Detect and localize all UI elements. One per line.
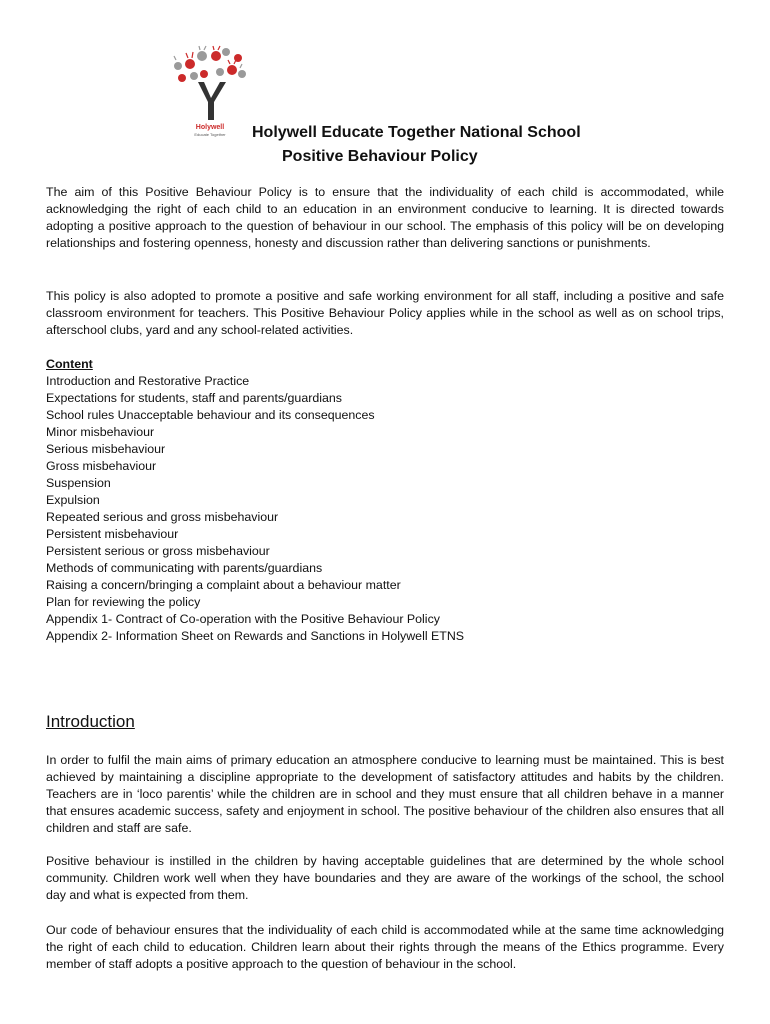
content-item: Serious misbehaviour	[46, 442, 166, 456]
content-item: Gross misbehaviour	[46, 459, 157, 473]
content-item: Appendix 2- Information Sheet on Rewards and Sanctions in Holywell ETNS	[46, 629, 465, 643]
content-item: Persistent misbehaviour	[46, 527, 179, 541]
aim-paragraph: The aim of this Positive Behaviour Policy is to ensure that the individuality of each child is accommodated, while acknowledging the right of each child to an education in an environment conducive to learning. It is directed towards adopting a positive approach to the question of behaviour in our school. The emphasis of this policy will be on developing relationships and fostering openness, honesty and discussion rather than delivering sanctions or punishments.	[46, 185, 724, 250]
content-item: Minor misbehaviour	[46, 425, 155, 439]
content-item: Plan for reviewing the policy	[46, 595, 201, 609]
introduction-paragraph: Positive behaviour is instilled in the children by having acceptable guidelines that are determined by the whole school community. Children work well when they have boundaries and they are aware of the workings of the school, the school day and what is expected from them.	[46, 854, 724, 902]
scope-paragraph: This policy is also adopted to promote a positive and safe working environment for all staff, including a positive and safe classroom environment for teachers. This Positive Behaviour Policy applies while in the school as well as on school trips, afterschool clubs, yard and any school-related activities.	[46, 289, 724, 337]
policy-title: Positive Behaviour Policy	[282, 148, 478, 165]
school-name: Holywell Educate Together National School	[252, 124, 581, 141]
content-item: Methods of communicating with parents/guardians	[46, 561, 323, 575]
content-item: Raising a concern/bringing a complaint about a behaviour matter	[46, 578, 401, 592]
content-heading: Content	[46, 357, 93, 371]
introduction-heading: Introduction	[46, 712, 135, 731]
svg-text:Holywell: Holywell	[195, 124, 225, 131]
content-item: Expectations for students, staff and parents/guardians	[46, 391, 342, 405]
content-item: Suspension	[46, 476, 111, 490]
tree-hands-logo-icon	[168, 44, 252, 138]
content-item: Expulsion	[46, 493, 100, 507]
introduction-paragraph: Our code of behaviour ensures that the individuality of each child is accommodated while at the same time acknowledging the right of each child to education. Children learn about their rights through the means of the Ethics programme. Every member of staff adopts a positive approach to the question of behaviour in the school.	[46, 923, 724, 971]
svg-text:Educate Together: Educate Together	[194, 132, 226, 137]
content-item: Introduction and Restorative Practice	[46, 374, 250, 388]
school-logo	[168, 44, 252, 138]
content-item: Appendix 1- Contract of Co-operation with the Positive Behaviour Policy	[46, 612, 440, 626]
introduction-paragraph: In order to fulfil the main aims of primary education an atmosphere conducive to learning must be maintained. This is best achieved by maintaining a discipline appropriate to the development of satisfactory attitudes and habits by the children. Teachers are in ‘loco parentis’ while the children are in school and they must ensure that all children behave in a manner that ensures academic success, safety and enjoyment in school. The positive behaviour of the children also ensures that all children and staff are safe.	[46, 753, 724, 835]
content-item: Persistent serious or gross misbehaviour	[46, 544, 270, 558]
content-item: School rules Unacceptable behaviour and its consequences	[46, 408, 375, 422]
content-item: Repeated serious and gross misbehaviour	[46, 510, 279, 524]
content-list	[46, 356, 464, 645]
